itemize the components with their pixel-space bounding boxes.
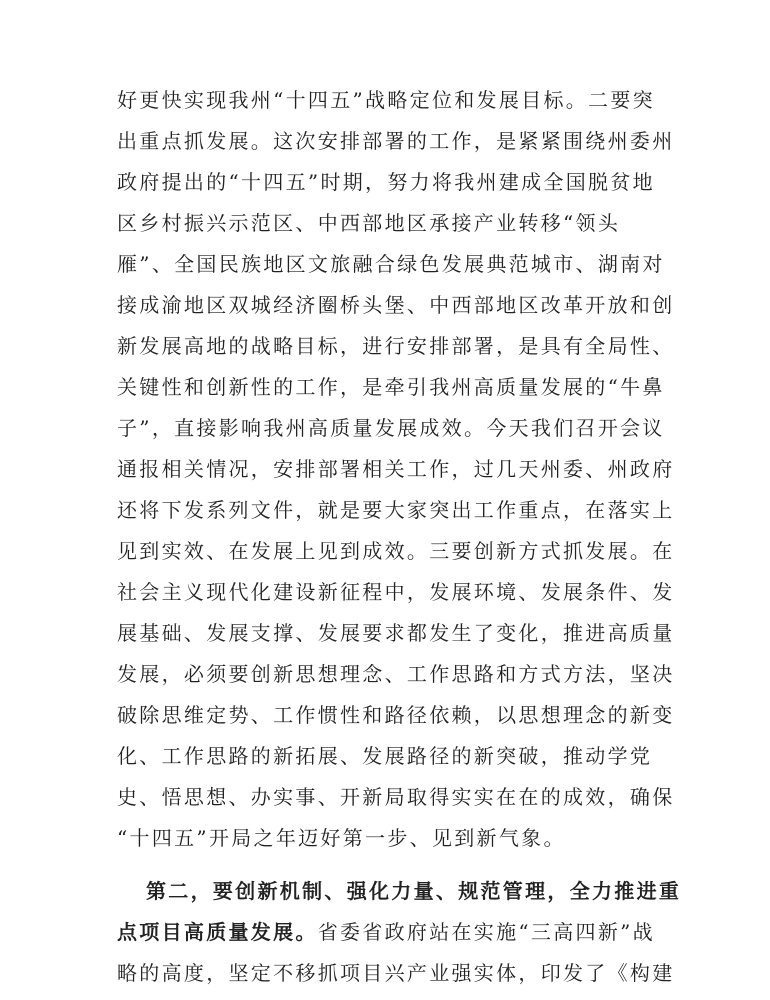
paragraph-line: 通报相关情况，安排部署相关工作，过几天州委、州政府	[117, 457, 675, 481]
paragraph-line: 社会主义现代化建设新征程中，发展环境、发展条件、发	[117, 580, 675, 604]
paragraph-line: 子”，直接影响我州高质量发展成效。今天我们召开会议	[117, 416, 665, 440]
paragraph-line: 破除思维定势、工作惯性和路径依赖，以思想理念的新变	[117, 703, 675, 727]
paragraph-line: “十四五”开局之年迈好第一步、见到新气象。	[117, 826, 566, 850]
paragraph-line: 见到实效、在发展上见到成效。三要创新方式抓发展。在	[117, 539, 675, 563]
section-text: 省委省政府站在实施“三高四新”战	[317, 920, 655, 944]
paragraph-line: 好更快实现我州“十四五”战略定位和发展目标。二要突	[117, 88, 655, 112]
paragraph-line: 新发展高地的战略目标，进行安排部署，是具有全局性、	[117, 334, 675, 358]
paragraph-line: 展基础、发展支撑、发展要求都发生了变化，推进高质量	[117, 621, 675, 645]
section-heading: 第二，要创新机制、强化力量、规范管理，全力推进重	[146, 879, 682, 903]
paragraph-line	[117, 918, 662, 946]
paragraph-line: 关键性和创新性的工作，是牵引我州高质量发展的“牛鼻	[117, 375, 665, 399]
paragraph-line: 政府提出的“十四五”时期，努力将我州建成全国脱贫地	[117, 170, 655, 194]
paragraph-line: 出重点抓发展。这次安排部署的工作，是紧紧围绕州委州	[117, 129, 675, 153]
paragraph-line: 史、悟思想、办实事、开新局取得实实在在的成效，确保	[117, 785, 675, 809]
paragraph-line: 略的高度，坚定不移抓项目兴产业强实体，印发了《构建	[117, 961, 675, 985]
paragraph-line: 还将下发系列文件，就是要大家突出工作重点，在落实上	[117, 498, 675, 522]
paragraph-line: 化、工作思路的新拓展、发展路径的新突破，推动学党	[117, 744, 653, 768]
paragraph-line: 接成渝地区双城经济圈桥头堡、中西部地区改革开放和创	[117, 293, 675, 317]
paragraph-line: 区乡村振兴示范区、中西部地区承接产业转移“领头	[117, 211, 621, 235]
section-heading-continuation: 点项目高质量发展。	[117, 920, 318, 944]
paragraph-line: 雁”、全国民族地区文旅融合绿色发展典范城市、湖南对	[117, 252, 665, 276]
paragraph-line: 发展，必须要创新思想理念、工作思路和方式方法，坚决	[117, 662, 675, 686]
